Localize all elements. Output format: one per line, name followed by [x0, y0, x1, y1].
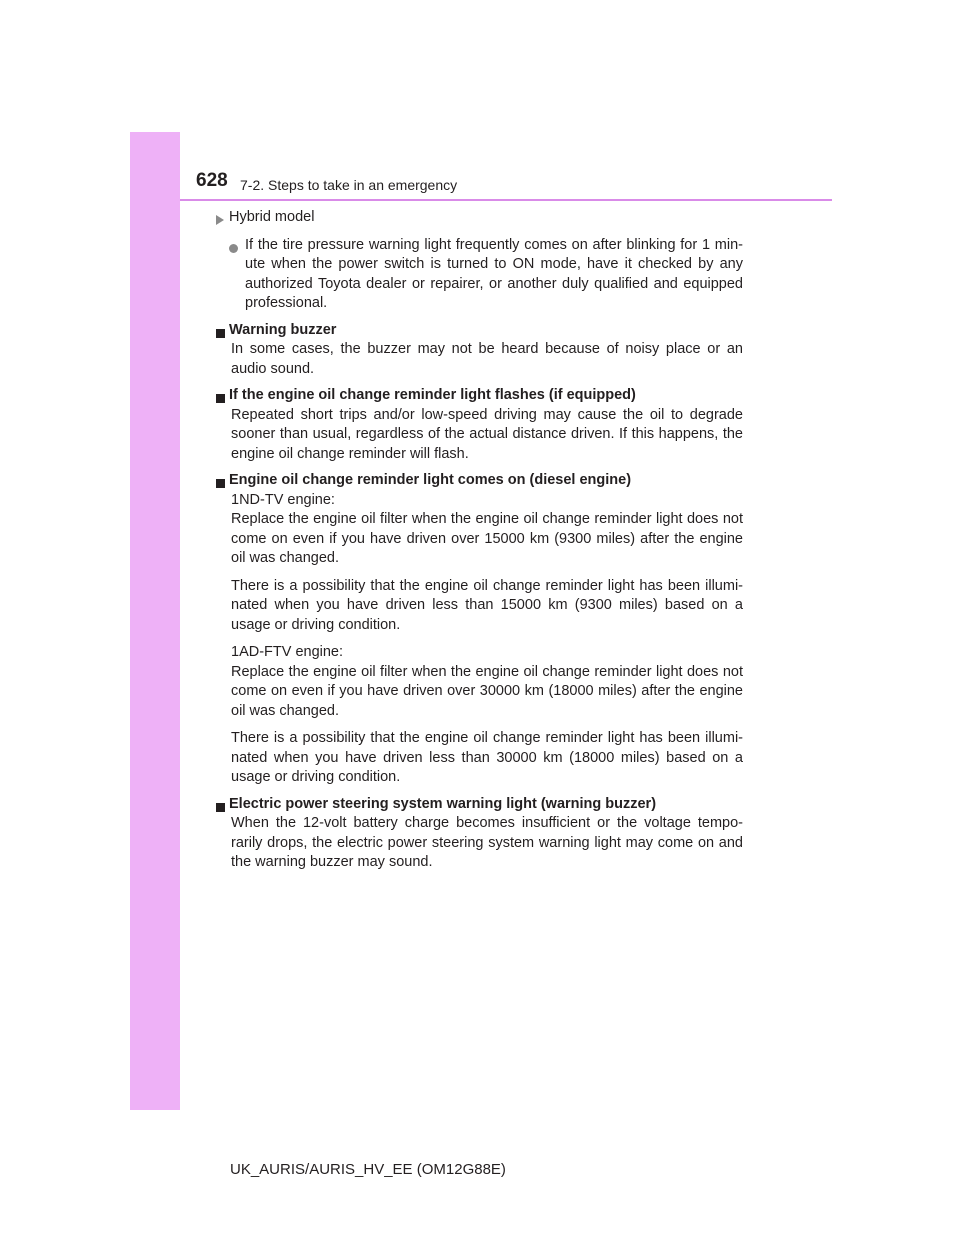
document-code: UK_AURIS/AURIS_HV_EE (OM12G88E): [230, 1161, 506, 1178]
header-rule: [180, 199, 832, 201]
square-bullet-icon: [216, 476, 225, 496]
square-bullet-icon: [216, 800, 225, 820]
section-heading: Engine oil change reminder light comes on (diesel engine): [216, 471, 743, 491]
side-tab: [130, 132, 180, 1110]
circle-bullet-icon: [229, 241, 238, 261]
section-heading: Electric power steering system warning light (warning buzzer): [216, 795, 743, 815]
square-bullet-icon: [216, 326, 225, 346]
section-paragraph: Replace the engine oil filter when the engine oil change reminder light does not come on even if you have driven over 30000 km (18000 miles) after the engine oil was changed.: [231, 663, 743, 719]
page-content: [216, 206, 743, 873]
section-paragraph: 1ND-TV engine:: [231, 491, 335, 508]
section-paragraph: 1AD-FTV engine:: [231, 644, 344, 660]
section-paragraph: Repeated short trips and/or low-speed driving may cause the oil to degrade sooner than usual, regardless of the actual distance driven. If this happens, the engine oil change reminder will flash.: [231, 406, 743, 462]
section-title: 7-2. Steps to take in an emergency: [240, 177, 458, 193]
section-paragraph: In some cases, the buzzer may not be heard because of noisy place or an audio sound.: [231, 341, 743, 377]
hybrid-bullet: If the tire pressure warning light frequently comes on after blinking for 1 min-ute when the power switch is turned to ON mode, have it checked by any authorized Toyota dealer or repairer, or another duly qualified and equipped professional.: [216, 236, 743, 314]
section-paragraph: There is a possibility that the engine oil change reminder light has been illumi-nated when you have driven less than 30000 km (18000 miles) based on a usage or driving condition.: [231, 730, 743, 785]
section-paragraph: There is a possibility that the engine oil change reminder light has been illumi-nated when you have driven less than 15000 km (9300 miles) based on a usage or driving condition.: [231, 577, 743, 633]
square-bullet-icon: [216, 391, 225, 411]
section-heading: Warning buzzer: [216, 321, 743, 341]
section-paragraph: Replace the engine oil filter when the engine oil change reminder light does not come on even if you have driven over 15000 km (9300 miles) after the engine oil was changed.: [231, 511, 743, 566]
page-number: 628: [196, 170, 228, 191]
triangle-right-icon: [216, 213, 224, 233]
sub-model-label: Hybrid model: [216, 208, 743, 228]
section-heading: If the engine oil change reminder light flashes (if equipped): [216, 386, 743, 406]
section-paragraph: When the 12-volt battery charge becomes insufficient or the voltage tempo-rarily drops, the electric power steering system warning light may come on and the warning buzzer may sound.: [231, 815, 743, 870]
